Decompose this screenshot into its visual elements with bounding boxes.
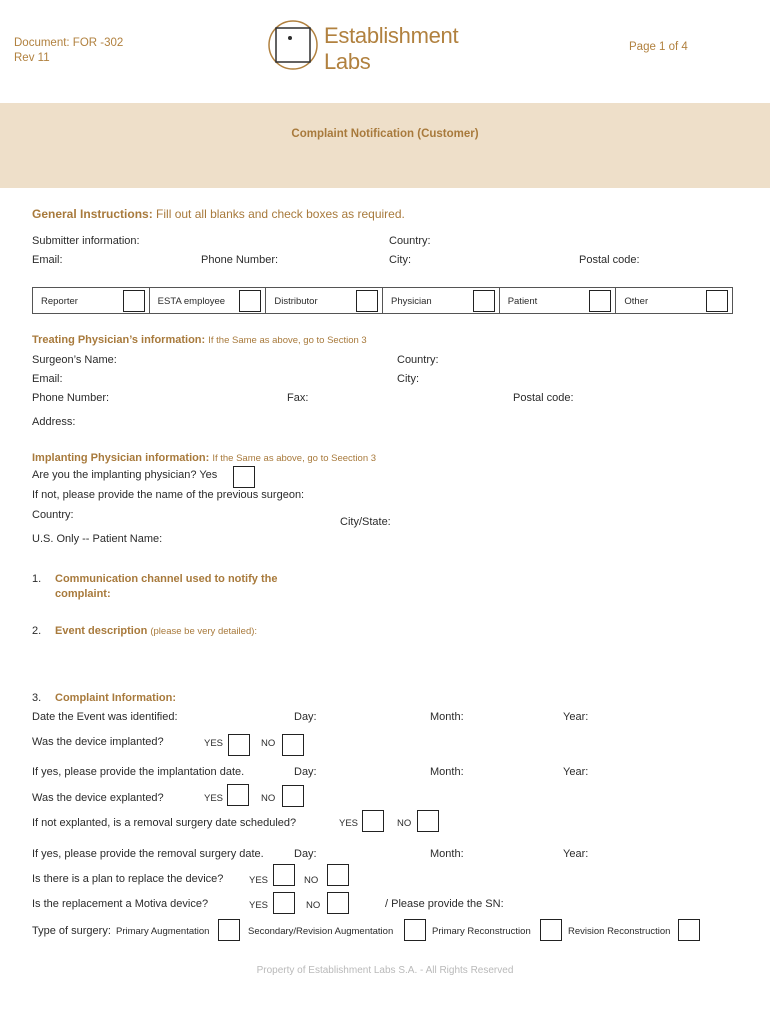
role-patient-checkbox[interactable] — [589, 290, 611, 312]
explanted-no-label: NO — [261, 793, 276, 804]
treating-address-label: Address: — [32, 416, 76, 428]
section-2-title: Event description — [55, 625, 148, 637]
role-distributor — [266, 288, 383, 313]
implanting-question: Are you the implanting physician? Yes — [32, 469, 218, 481]
form-title: Complaint Notification (Customer) — [291, 128, 479, 140]
revision-reconstruction-checkbox[interactable] — [678, 919, 700, 941]
explanted-question: Was the device explanted? — [32, 792, 164, 804]
role-patient-label: Patient — [507, 296, 538, 307]
replace-no-label: NO — [304, 875, 319, 886]
company-logo — [266, 18, 476, 74]
treating-phone-label: Phone Number: — [32, 392, 110, 404]
identified-year-label: Year: — [563, 711, 589, 723]
submitter-email-label: Email: — [32, 254, 63, 266]
motiva-no-label: NO — [306, 900, 321, 911]
implanting-city-state-label: City/State: — [340, 516, 391, 528]
treating-postal-label: Postal code: — [513, 392, 574, 404]
implanting-physician-title: Implanting Physician information: — [32, 452, 210, 464]
role-physician — [383, 288, 500, 313]
treating-city-label: City: — [397, 373, 419, 385]
identified-day-label: Day: — [294, 711, 317, 723]
removal-date-label: If yes, please provide the removal surgery date. — [32, 848, 264, 860]
primary-reconstruction-checkbox[interactable] — [540, 919, 562, 941]
identified-month-label: Month: — [430, 711, 464, 723]
implanted-yes-label: YES — [204, 738, 224, 749]
general-instructions — [32, 207, 405, 221]
implanting-country-label: Country: — [32, 509, 74, 521]
secondary-augmentation-label: Secondary/Revision Augmentation — [248, 926, 394, 937]
explanted-no-checkbox[interactable] — [282, 785, 304, 807]
submitter-phone-label: Phone Number: — [201, 254, 279, 266]
submitter-label: Submitter information: — [32, 235, 140, 247]
implanting-physician-heading — [32, 452, 376, 464]
treating-email-label: Email: — [32, 373, 63, 385]
motiva-question: Is the replacement a Motiva device? — [32, 898, 209, 910]
implanted-no-checkbox[interactable] — [282, 734, 304, 756]
secondary-augmentation-checkbox[interactable] — [404, 919, 426, 941]
section-1-number: 1. — [32, 573, 42, 585]
treating-physician-heading — [32, 334, 367, 346]
submitter-city-label: City: — [389, 254, 411, 266]
removal-month-label: Month: — [430, 848, 464, 860]
surgeon-name-label: Surgeon’s Name: — [32, 354, 117, 366]
primary-augmentation-checkbox[interactable] — [218, 919, 240, 941]
logo-text-line2: Labs — [324, 49, 371, 74]
role-other — [616, 288, 732, 313]
submitter-postal-label: Postal code: — [579, 254, 640, 266]
primary-reconstruction-label: Primary Reconstruction — [432, 926, 531, 937]
role-distributor-label: Distributor — [274, 296, 318, 307]
motiva-yes-label: YES — [249, 900, 269, 911]
implant-month-label: Month: — [430, 766, 464, 778]
removal-yes-checkbox[interactable] — [362, 810, 384, 832]
section-2-number: 2. — [32, 625, 42, 637]
implanting-yes-checkbox[interactable] — [233, 466, 255, 488]
primary-augmentation-label: Primary Augmentation — [116, 926, 210, 937]
section-3-title: Complaint Information: — [55, 692, 176, 704]
patient-name-label: U.S. Only -- Patient Name: — [32, 533, 163, 545]
implant-day-label: Day: — [294, 766, 317, 778]
role-reporter-label: Reporter — [41, 296, 78, 307]
role-physician-checkbox[interactable] — [473, 290, 495, 312]
role-esta-employee-checkbox[interactable] — [239, 290, 261, 312]
surgery-type-label: Type of surgery: — [32, 925, 111, 937]
section-1-title-line1: Communication channel used to notify the — [55, 573, 278, 585]
role-esta-employee-label: ESTA employee — [157, 296, 226, 307]
section-2-note: (please be very detailed): — [150, 626, 258, 637]
replace-no-checkbox[interactable] — [327, 864, 349, 886]
serial-number-label: / Please provide the SN: — [385, 898, 504, 910]
removal-scheduled-question: If not explanted, is a removal surgery date scheduled? — [32, 817, 297, 829]
submitter-country-label: Country: — [389, 235, 431, 247]
date-identified-label: Date the Event was identified: — [32, 711, 178, 723]
logo-text-line1: Establishment — [324, 23, 459, 48]
treating-physician-title: Treating Physician’s information: — [32, 334, 206, 346]
treating-fax-label: Fax: — [287, 392, 309, 404]
replace-yes-checkbox[interactable] — [273, 864, 295, 886]
role-distributor-checkbox[interactable] — [356, 290, 378, 312]
removal-no-checkbox[interactable] — [417, 810, 439, 832]
implantation-date-label: If yes, please provide the implantation date. — [32, 766, 245, 778]
role-patient — [500, 288, 617, 313]
removal-day-label: Day: — [294, 848, 317, 860]
section-1-title-line2: complaint: — [55, 588, 111, 600]
section-3-number: 3. — [32, 692, 42, 704]
document-number: Document: FOR -302 — [14, 37, 124, 49]
role-esta-employee — [150, 288, 267, 313]
replace-yes-label: YES — [249, 875, 269, 886]
footer-copyright: Property of Establishment Labs S.A. - All Rights Reserved — [256, 965, 514, 976]
replace-plan-question: Is there is a plan to replace the device? — [32, 873, 224, 885]
explanted-yes-checkbox[interactable] — [227, 784, 249, 806]
logo-mark-icon — [266, 18, 320, 72]
role-reporter-checkbox[interactable] — [123, 290, 145, 312]
role-reporter — [33, 288, 150, 313]
explanted-yes-label: YES — [204, 793, 224, 804]
implant-year-label: Year: — [563, 766, 589, 778]
previous-surgeon-label: If not, please provide the name of the previous surgeon: — [32, 489, 305, 501]
treating-country-label: Country: — [397, 354, 439, 366]
treating-physician-note: If the Same as above, go to Section 3 — [208, 335, 367, 346]
page-indicator: Page 1 of 4 — [629, 41, 688, 53]
implanted-no-label: NO — [261, 738, 276, 749]
revision-reconstruction-label: Revision Reconstruction — [568, 926, 671, 937]
removal-no-label: NO — [397, 818, 412, 829]
implanting-physician-note: If the Same as above, go to Seection 3 — [212, 453, 377, 464]
role-other-label: Other — [624, 296, 649, 307]
section-2-heading — [55, 625, 257, 637]
role-other-checkbox[interactable] — [706, 290, 728, 312]
motiva-yes-checkbox[interactable] — [273, 892, 295, 914]
revision-number: Rev 11 — [14, 52, 50, 64]
removal-yes-label: YES — [339, 818, 359, 829]
motiva-no-checkbox[interactable] — [327, 892, 349, 914]
general-instructions-heading: General Instructions: — [32, 207, 153, 221]
general-instructions-text: Fill out all blanks and check boxes as required. — [156, 207, 405, 221]
implanted-question: Was the device implanted? — [32, 736, 164, 748]
title-banner — [0, 103, 770, 188]
implanted-yes-checkbox[interactable] — [228, 734, 250, 756]
role-physician-label: Physician — [391, 296, 432, 307]
submitter-role-table — [32, 287, 733, 314]
removal-year-label: Year: — [563, 848, 589, 860]
